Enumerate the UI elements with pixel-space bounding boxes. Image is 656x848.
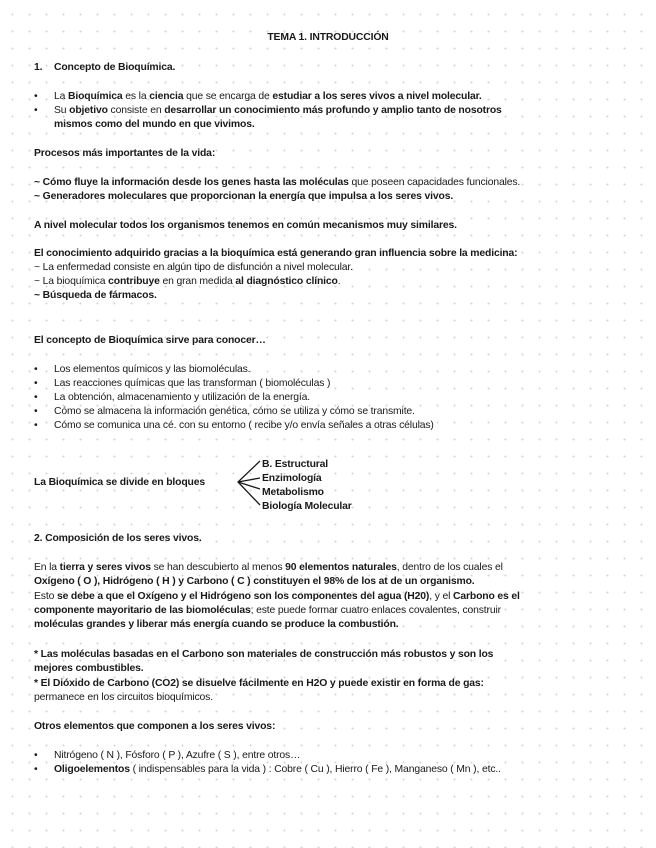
bold-text-run: se disuelve fácilmente en H2O y puede existir en forma de gas: [179,678,484,689]
divide-label: La Bioquímica se divide en bloques [34,477,206,488]
text-run: ~ La enfermedad consiste en algún tipo de disfunción a nivel molecular. [34,262,353,273]
bold-text-run: ~ Cómo fluye la información desde los genes hasta las moléculas [34,177,349,188]
text-run: ~ La bioquímica [34,276,109,287]
text-run: permanece en los circuitos bioquímicos. [34,692,213,703]
bold-text-run: componente mayoritario de las biomoléculas [34,605,251,616]
bold-text-run: 90 elementos naturales [285,562,397,573]
text-run: Nitrógeno ( N ), Fósforo ( P ), Azufre ( S ), entre otros… [54,750,301,761]
text-run: . [337,276,341,287]
bullet-icon: • [34,750,38,761]
bullet-continuation: mismos como del mundo en que vivimos. [54,119,255,130]
branch-item: Metabolismo [262,487,324,498]
medicine-line [34,275,340,288]
paragraph-line [34,604,501,617]
text-run: La [54,91,68,102]
bold-text-run: tierra y seres vivos [59,562,151,573]
medicine-line [34,261,353,274]
bold-text-run: ~ Búsqueda de fármacos. [34,290,157,301]
bullet-icon: • [34,392,38,403]
paragraph-line [34,618,399,631]
section-number: 1. [34,62,43,73]
bold-text-run: se debe a que el Oxígeno y el Hidrógeno son los componentes del agua (H20) [56,591,430,602]
bullet-text: Cómo se almacena la información genética, cómo se utiliza y cómo se transmite. [54,406,415,417]
brace-arrow-icon [234,458,262,510]
note-line [34,648,493,661]
processes-heading: Procesos más importantes de la vida: [34,148,216,159]
bold-text-run: Carbono es el [453,591,520,602]
bold-text-run: * Las moléculas basadas en el Carbono son materiales de construcción más robustos y son los [34,649,494,660]
bold-text-run: * El Dióxido de Carbono (CO2) [34,678,180,689]
bullet-text [54,104,502,117]
text-run: que poseen capacidades funcionales. [348,177,521,188]
paragraph-line [34,561,503,574]
paragraph-line [34,590,520,603]
text-run: , y el [429,591,454,602]
note-line [34,677,484,690]
text-run: se han descubierto al menos [150,562,286,573]
bold-text-run: mejores combustibles. [34,663,144,674]
text-run: , dentro de los cuales el [396,562,503,573]
text-run: es la [122,91,150,102]
page-title: TEMA 1. INTRODUCCIÓN [267,32,389,43]
process-line [34,176,520,189]
other-elements-heading: Otros elementos que componen a los seres vivos: [34,721,276,732]
molecular-statement: A nivel molecular todos los organismos tenemos en común mecanismos muy similares. [34,220,457,231]
bullet-text [54,749,300,762]
bullet-icon: • [34,364,38,375]
text-run: que se encarga de [183,91,273,102]
text-run: ; este puede formar cuatro enlaces covalentes, construir [250,605,501,616]
section-title: Concepto de Bioquímica. [54,62,176,73]
bold-text-run: ciencia [149,91,184,102]
bullet-text [54,763,501,776]
text-run: En la [34,562,60,573]
branch-item: B. Estructural [262,459,329,470]
medicine-line [34,289,157,302]
bold-text-run: moléculas grandes y liberar más energía cuando se produce la combustión. [34,619,399,630]
section-2-heading: 2. Composición de los seres vivos. [34,533,202,544]
bullet-text [54,90,482,103]
bullet-text: Las reacciones químicas que las transforman ( biomoléculas ) [54,378,331,389]
text-run: Esto [34,591,57,602]
paragraph-line [34,575,475,588]
bold-text-run: Bioquímica [68,91,123,102]
note-line [34,691,213,704]
text-run: consiste en [107,105,165,116]
bold-text-run: contribuye [108,276,160,287]
bullet-icon: • [34,764,38,775]
bullet-icon: • [34,378,38,389]
bullet-icon: • [34,406,38,417]
bullet-text: La obtención, almacenamiento y utilización de la energía. [54,392,311,403]
bullet-icon: • [34,91,38,102]
concept-heading: El concepto de Bioquímica sirve para conocer… [34,335,266,346]
bold-text-run: ~ Generadores moleculares que proporcionan la energía que impulsa a los seres vivos. [34,191,454,202]
text-run: en gran medida [159,276,236,287]
bullet-icon: • [34,105,38,116]
bullet-text: Cómo se comunica una cé. con su entorno ( recibe y/o envía señales a otras células) [54,420,434,431]
bold-text-run: objetivo [69,105,108,116]
medicine-heading: El conocimiento adquirido gracias a la bioquímica está generando gran influencia sobre la medicina: [34,248,518,259]
bold-text-run: al diagnóstico clínico [235,276,338,287]
bullet-text: Los elementos químicos y las biomoléculas. [54,364,251,375]
note-line [34,662,143,675]
bullet-icon: • [34,420,38,431]
bold-text-run: desarrollar un conocimiento más profundo y amplio tanto de nosotros [164,105,502,116]
bold-text-run: Oxígeno ( O ), Hidrógeno ( H ) y Carbono ( C ) constituyen el 98% de los at de un organismo. [34,576,475,587]
text-run: ( indispensables para la vida ) : Cobre ( Cu ), Hierro ( Fe ), Manganeso ( Mn ), etc.. [129,764,501,775]
text-run: Su [54,105,70,116]
process-line [34,190,453,203]
branch-item: Biología Molecular [262,501,352,512]
branch-item: Enzimología [262,473,322,484]
bold-text-run: estudiar a los seres vivos a nivel molecular. [272,91,482,102]
bold-text-run: Oligoelementos [54,764,130,775]
